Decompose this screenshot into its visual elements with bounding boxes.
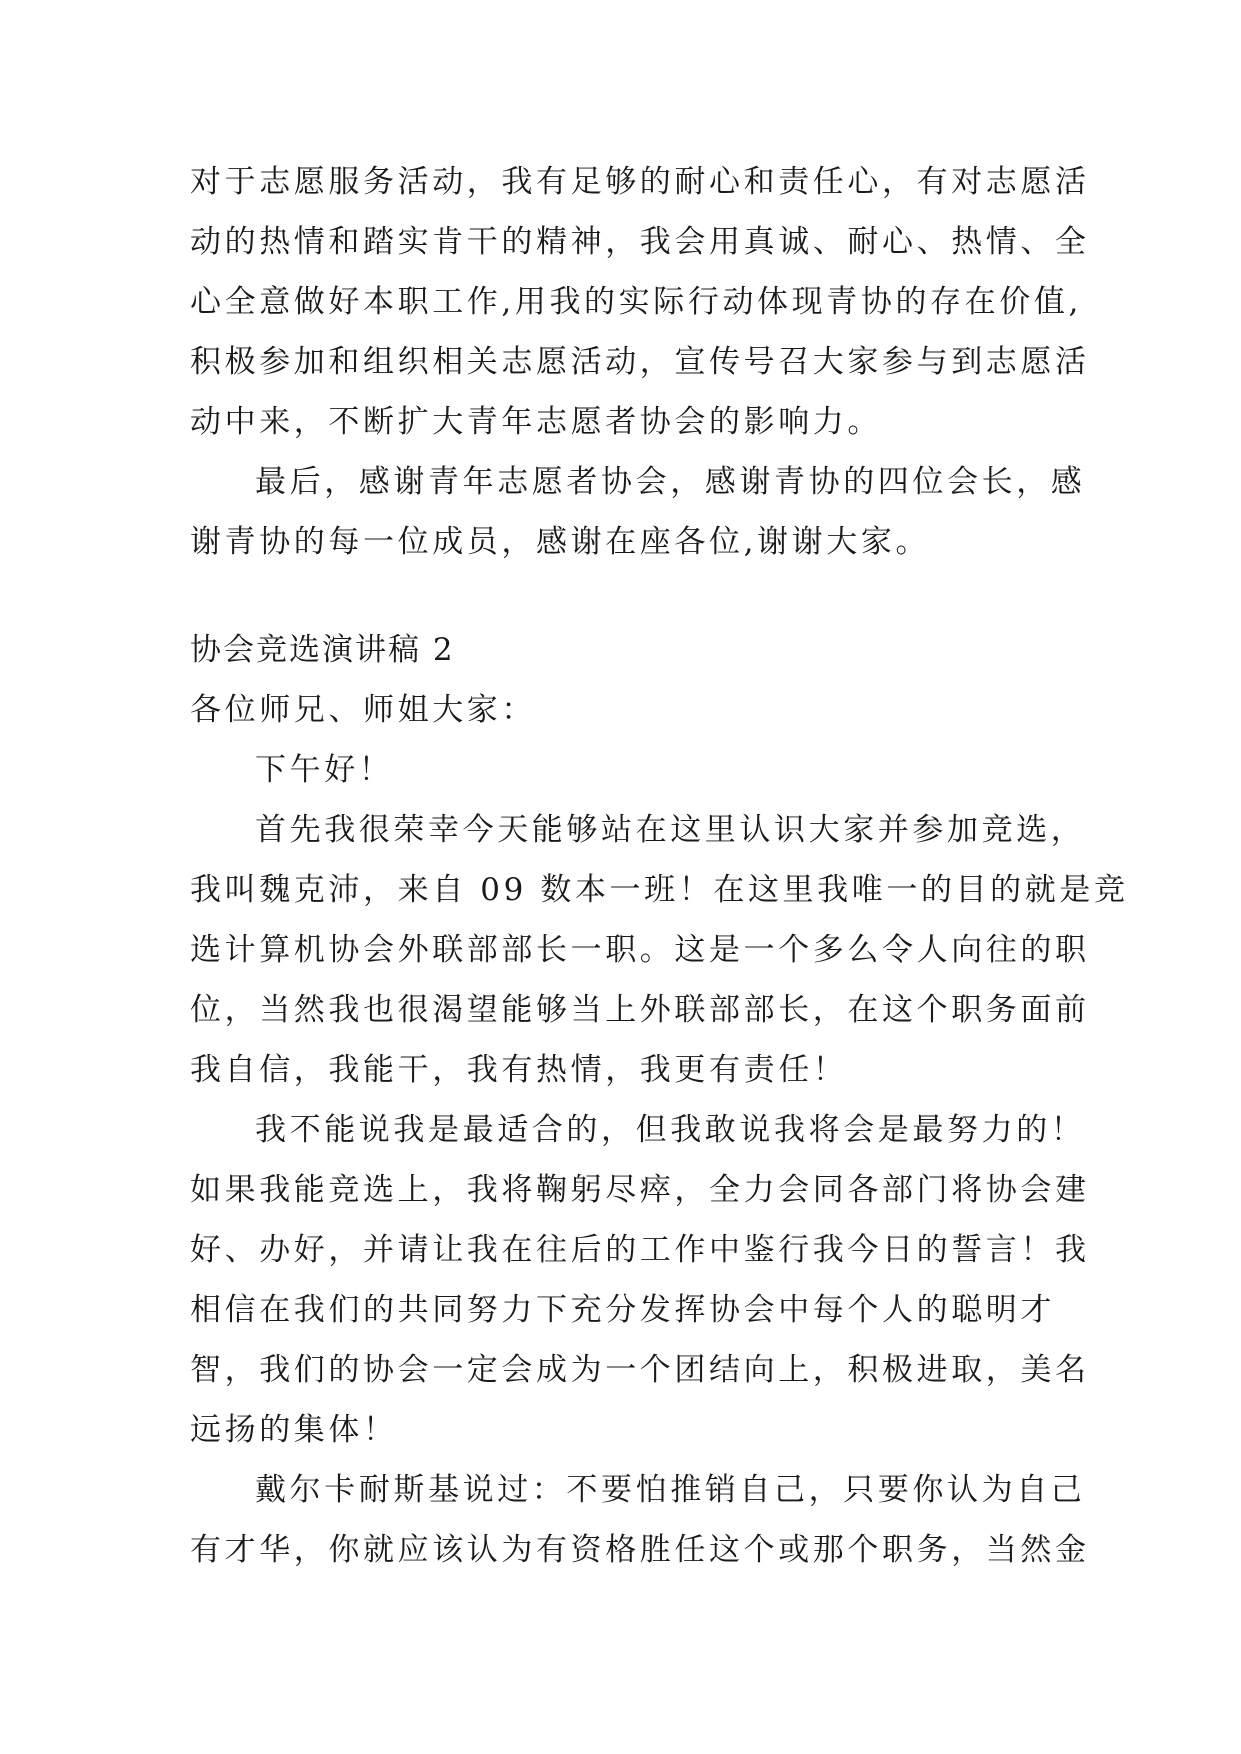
paragraph-line: 戴尔卡耐斯基说过：不要怕推销自己，只要你认为自己 (255, 1472, 1086, 1508)
section-title: 协会竞选演讲稿 2 (190, 632, 455, 668)
paragraph-line: 远扬的集体！ (190, 1412, 398, 1448)
paragraph-line: 动中来，不断扩大青年志愿者协会的影响力。 (190, 404, 882, 440)
greeting: 下午好！ (255, 752, 394, 788)
paragraph-line: 积极参加和组织相关志愿活动，宣传号召大家参与到志愿活 (190, 344, 1090, 380)
paragraph-line: 动的热情和踏实肯干的精神，我会用真诚、耐心、热情、全 (190, 224, 1090, 260)
paragraph-line: 位，当然我也很渴望能够当上外联部部长，在这个职务面前 (190, 992, 1090, 1028)
paragraph-line: 好、办好，并请让我在往后的工作中鉴行我今日的誓言！我 (190, 1232, 1090, 1268)
paragraph-line: 我不能说我是最适合的，但我敢说我将会是最努力的！ (255, 1112, 1086, 1148)
paragraph-line: 智，我们的协会一定会成为一个团结向上，积极进取，美名 (190, 1352, 1090, 1388)
paragraph-line: 心全意做好本职工作,用我的实际行动体现青协的存在价值, (190, 284, 1082, 320)
paragraph-line: 如果我能竞选上，我将鞠躬尽瘁，全力会同各部门将协会建 (190, 1172, 1090, 1208)
paragraph-line: 谢青协的每一位成员，感谢在座各位,谢谢大家。 (190, 524, 931, 560)
paragraph-line: 选计算机协会外联部部长一职。这是一个多么令人向往的职 (190, 932, 1090, 968)
paragraph-line: 我叫魏克沛，来自 09 数本一班！在这里我唯一的目的就是竞 (190, 872, 1129, 908)
paragraph-line: 有才华，你就应该认为有资格胜任这个或那个职务，当然金 (190, 1532, 1090, 1568)
paragraph-line: 相信在我们的共同努力下充分发挥协会中每个人的聪明才 (190, 1292, 1055, 1328)
paragraph-line: 最后，感谢青年志愿者协会，感谢青协的四位会长，感 (255, 464, 1086, 500)
salutation: 各位师兄、师姐大家： (190, 692, 536, 728)
paragraph-line: 首先我很荣幸今天能够站在这里认识大家并参加竞选， (255, 812, 1086, 848)
paragraph-line: 我自信，我能干，我有热情，我更有责任！ (190, 1052, 848, 1088)
paragraph-line: 对于志愿服务活动，我有足够的耐心和责任心，有对志愿活 (190, 164, 1090, 200)
